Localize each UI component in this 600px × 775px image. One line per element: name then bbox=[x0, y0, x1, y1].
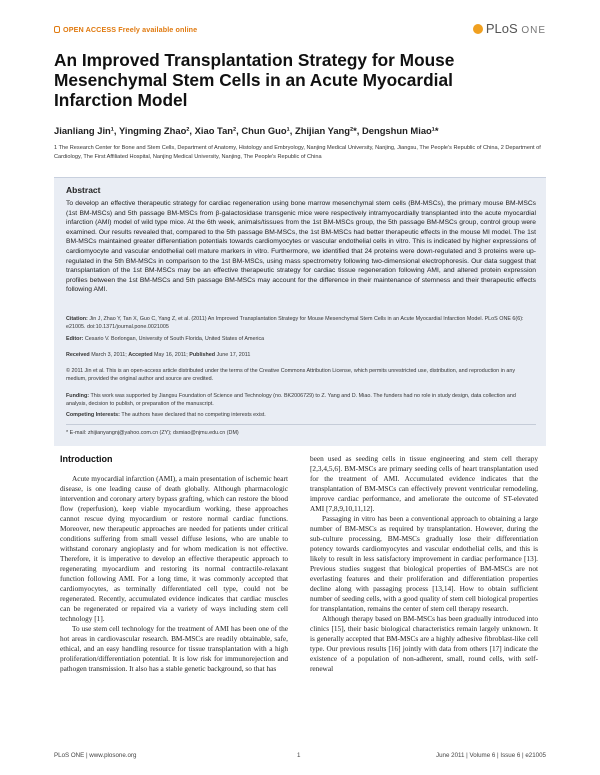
plos-logo-icon bbox=[473, 24, 483, 34]
open-access-banner bbox=[54, 25, 197, 34]
dates: Received March 3, 2011; Accepted May 16, 2011; Published June 17, 2011 bbox=[66, 352, 251, 358]
abstract-box bbox=[54, 177, 546, 446]
article-title: An Improved Transplantation Strategy for Mouse Mesenchymal Stem Cells in an Acute Myocardial Infarction Model bbox=[54, 50, 455, 110]
paragraph: Although therapy based on BM-MSCs has been gradually introduced into clinics [15], their basic biological characteristics remain largely unknown. It is generally accepted that BM-MSCs are a highly adhesive fibroblast-like cell type. Our previous results [16] jointly with data from others [17] indicate the existence of a population of non-adherent, small, round cells, with self-renewal bbox=[310, 614, 538, 673]
citation: Citation: Jin J, Zhao Y, Tan X, Guo C, Yang Z, et al. (2011) An Improved Transplantation Strategy for Mouse Mesenchymal Stem Cells in an Acute Myocardial Infarction Model. PLoS ONE 6(6): e21005. doi:10.1371/journal.pone.0021005 bbox=[66, 316, 524, 331]
right-column bbox=[310, 454, 538, 674]
open-access-text: OPEN ACCESS Freely available online bbox=[63, 25, 198, 34]
funding: Funding: This work was supported by Jiangsu Foundation of Science and Technology (no. BK2006729) to Z. Yang and D. Miao. The funders had no role in study design, data collection and analysis, decision to publish, or preparation of the manuscript. bbox=[66, 393, 516, 408]
introduction-heading: Introduction bbox=[60, 454, 113, 464]
paragraph: been used as seeding cells in tissue engineering and stem cell therapy [2,3,4,5,6]. BM-MSCs are primary seeding cells of heart transplantation used for the treatment of AMI. Accumulated evidence indicates that the transplantation of BM-MSCs can effectively prevent ventricular remodeling, improve cardiac performance, and ameliorate the outcome of ST-elevated AMI [7,8,9,10,11,12]. bbox=[310, 454, 538, 513]
left-column bbox=[60, 454, 288, 674]
paragraph: Acute myocardial infarction (AMI), a main presentation of ischemic heart disease, is one leading cause of death globally. Although pharmacologic intervention and coronary artery bypass grafting, which can restore the blood flow (reperfusion), keep viable myocardium working, these approaches cannot rescue dying myocardium or restore normal cardiac functions. Moreover, new therapeutic approaches are needed for patients under critical conditions suffering from small vessel diffuse lesions, who are unable to withstand coronary angioplasty and for whom medication is not effective. Therefore, it is imperative to develop an effective therapeutic approach to regenerating myocardium and restoring its normal contractile-relaxant function following AMI. For a long time, it was commonly accepted that cardiomyocytes, as terminally differentiated cell type, could not be regenerated. Recently, accumulated evidence indicates that cardiac muscles can be regenerated or repaired via a variety of ways including stem cell technology [1]. bbox=[60, 474, 288, 623]
paragraph: Passaging in vitro has been a conventional approach to obtaining a large number of BM-MSCs as required by transplantation. However, during the sub-culture processing, BM-MSCs gradually lose their differentiation potency towards cardiomyocytes and vascular endothelial cells, and this is likely to result in less satisfactory improvement in cardiac performance [13]. Previous studies suggest that biological properties of BM-MSCs are not everlasting features and their proliferation and differentiation properties decline along with passaging process [13,14]. How to obtain sufficient number of seeding cells, with a good quality of stem cell biological properties for transplantation, remains the center of stem cell therapy research. bbox=[310, 514, 538, 613]
paragraph: To use stem cell technology for the treatment of AMI has been one of the hot areas in cardiovascular research. BM-MSCs are readily obtainable, safe, ethical, and an easy handling resource for tissue transplantation with a high proliferation/differentiation potential. It is low risk for immunorejection and pathogen transmission. It also has a stable genetic background, so that has bbox=[60, 624, 288, 673]
page-header bbox=[54, 20, 546, 40]
open-access-lock-icon bbox=[54, 26, 60, 33]
affiliations: 1 The Research Center for Bone and Stem Cells, Department of Anatomy, Histology and Embryology, Nanjing Medical University, Nanjing, Jiangsu, The People's Republic of China, 2 Department of Cardiology, The First Affiliated Hospital, Nanjing Medical University, Nanjing, The People's Republic of China bbox=[54, 145, 541, 160]
footer-issue: June 2011 | Volume 6 | Issue 6 | e21005 bbox=[436, 752, 546, 759]
page-number: 1 bbox=[297, 752, 301, 759]
copyright: © 2011 Jin et al. This is an open-access article distributed under the terms of the Creative Commons Attribution License, which permits unrestricted use, distribution, and reproduction in any medium, provided the original author and source are credited. bbox=[66, 368, 516, 383]
footer-journal: PLoS ONE | www.plosone.org bbox=[54, 752, 137, 759]
abstract-text: To develop an effective therapeutic strategy for cardiac regeneration using bone marrow mesenchymal stem cells (BM-MSCs), the primary mouse BM-MSCs (1st BM-MSCs) and 5th passage BM-MSCs from β-galactosidase transgenic mice were respectively intramyocardially transplanted into the acute myocardial infarction (AMI) model of wild type mice. At the 6th week, animals/tissues from the 1st BM-MSCs group, the 5th passage BM-MSCs group, control group were examined. Our results revealed that, compared to the 5th passage BM-MSCs, the 1st BM-MSCs had better therapeutic effects in the mouse MI model. The 1st BM-MSCs maintained greater differentiation potentials towards cardiomyocytes or vascular endothelial cells in vitro. This is indicated by higher expressions of cardiomyocyte and vascular endothelial cell mature markers in vitro. Furthermore, we identified that 24 proteins were down-regulated and 3 proteins were up-regulated in the 5th BM-MSCs in comparison to the 1st BM-MSCs, using mass spectrometry following two-dimensional electrophoresis. Our data suggest that transplantation of the 1st BM-MSCs may be an effective therapeutic strategy for cardiac tissue regeneration following AMI, and altered protein expression profiles between the 1st BM-MSCs and 5th passage BM-MSCs may account for the difference in their maintenance of stemness and their therapeutic effects following AMI. bbox=[66, 200, 536, 294]
divider bbox=[66, 424, 536, 425]
abstract-heading: Abstract bbox=[66, 185, 101, 195]
author-list: Jianliang Jin¹, Yingming Zhao², Xiao Tan², Chun Guo¹, Zhijian Yang²*, Dengshun Miao¹* bbox=[54, 125, 439, 136]
editor: Editor: Cesario V. Borlongan, University of South Florida, United States of America bbox=[66, 336, 265, 342]
corresponding-email: * E-mail: zhijianyangnj@yahoo.com.cn (ZY); dsmiao@njmu.edu.cn (DM) bbox=[66, 430, 239, 436]
competing-interests: Competing Interests: The authors have declared that no competing interests exist. bbox=[66, 412, 266, 418]
journal-logo: PLoS ONE bbox=[473, 21, 546, 36]
